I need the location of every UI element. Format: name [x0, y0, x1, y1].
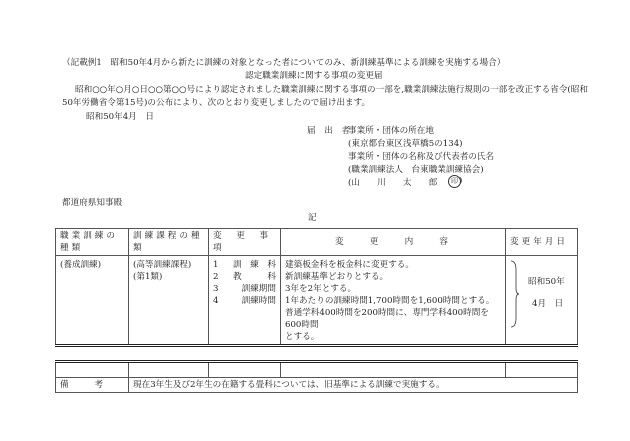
change-date: 昭和50年 4月 日: [506, 256, 578, 346]
organization: (職業訓練法人 台東職業訓練協会): [348, 165, 484, 175]
header-training-type: 職業訓練の種類: [56, 229, 129, 256]
name-label: 事業所・団体の名称及び代表者の氏名: [348, 152, 495, 162]
change-item: 4 訓練時間: [213, 296, 276, 306]
address: (東京都台東区浅草橋5の134): [348, 139, 463, 149]
notifier-label: 届 出 者: [307, 126, 350, 136]
brace-icon: [510, 260, 520, 328]
document-title: 認定職業訓練に関する事項の変更届: [245, 71, 383, 81]
change-item: 2 教 科: [213, 272, 276, 282]
header-change-contents: 変 更 内 容: [281, 229, 506, 256]
address-label: 事業所・団体の所在地: [348, 126, 434, 136]
change-item: 1 訓 練 科: [213, 260, 276, 270]
course-type: (高等訓練課程) (第1類): [129, 256, 209, 346]
remarks-label: 備 考: [56, 378, 129, 393]
body-line-1: 昭和○○年○月○日○○第○○号により認定されました職業訓練に関する事項の一部を,職業訓練法施行規則の一部を改正する省令(昭和: [75, 85, 588, 95]
submission-date: 昭和50年4月 日: [86, 112, 154, 122]
change-items: [209, 256, 281, 346]
header-note: （記載例1 昭和50年4月から新たに訓練の対象となった者についてのみ、新訓練基準による訓練を実施する場合）: [62, 58, 506, 68]
representative: (山 川 太 郎: [348, 178, 438, 188]
change-table: [55, 228, 578, 393]
document-page: （記載例1 昭和50年4月から新たに訓練の対象となった者についてのみ、新訓練基準による訓練を実施する場合） 認定職業訓練に関する事項の変更届 昭和○○年○月○日○○第○○号により認定されました職業訓練に関する事項の一部を,職業訓練法施行規則の一部を改正する省令(昭和 50年労働省令第15号)の公布により、次のとおり変更しましたので届け出ます。 昭和50年4月 日 届 出 者 事業所・団体の所在地 (東京都台東区浅草橋5の134) 事業所・団体の名称及び代表者の氏名 (職業訓練法人 台東職業訓練協会) (山 川 太 郎 印 ) 都道府県知事殿 記 職業訓練の種類 訓練課程の種類 変 更 事 項 変 更 内 容 変更年月日 (養成訓練) (高等訓練課程) (第1類) 1 訓 練 科 2 教 科 3 訓練期間 4 訓練時間 建築板金科を板金科に変更する。 新訓練基準どおりとする。 3年を2年とする。 1年あたりの訓練時間1,700時間を1,600時間とする。 普通学科400時間を200時間に、専門学科400時間を600時間 とする。 昭和50年 4月 日 備 考 現在3年生及び2年生の在籍する畳科については、旧基準による訓練で実施する。: [0, 0, 630, 441]
seal-mark: 印: [448, 175, 461, 188]
remarks: 現在3年生及び2年生の在籍する畳科については、旧基準による訓練で実施する。: [129, 378, 578, 393]
body-line-2: 50年労働省令第15号)の公布により、次のとおり変更しましたので届け出ます。: [62, 98, 371, 108]
header-change-date: 変更年月日: [506, 229, 578, 256]
change-contents: 建築板金科を板金科に変更する。 新訓練基準どおりとする。 3年を2年とする。 1年あたりの訓練時間1,700時間を1,600時間とする。 普通学科400時間を200時間に、専門学科400時間を600時間 とする。: [281, 256, 506, 346]
training-type: (養成訓練): [56, 256, 129, 346]
ki-heading: 記: [308, 213, 317, 223]
header-course-type: 訓練課程の種類: [129, 229, 209, 256]
addressee: 都道府県知事殿: [62, 198, 123, 208]
header-change-items: 変 更 事 項: [209, 229, 281, 256]
change-item: 3 訓練期間: [213, 284, 276, 294]
